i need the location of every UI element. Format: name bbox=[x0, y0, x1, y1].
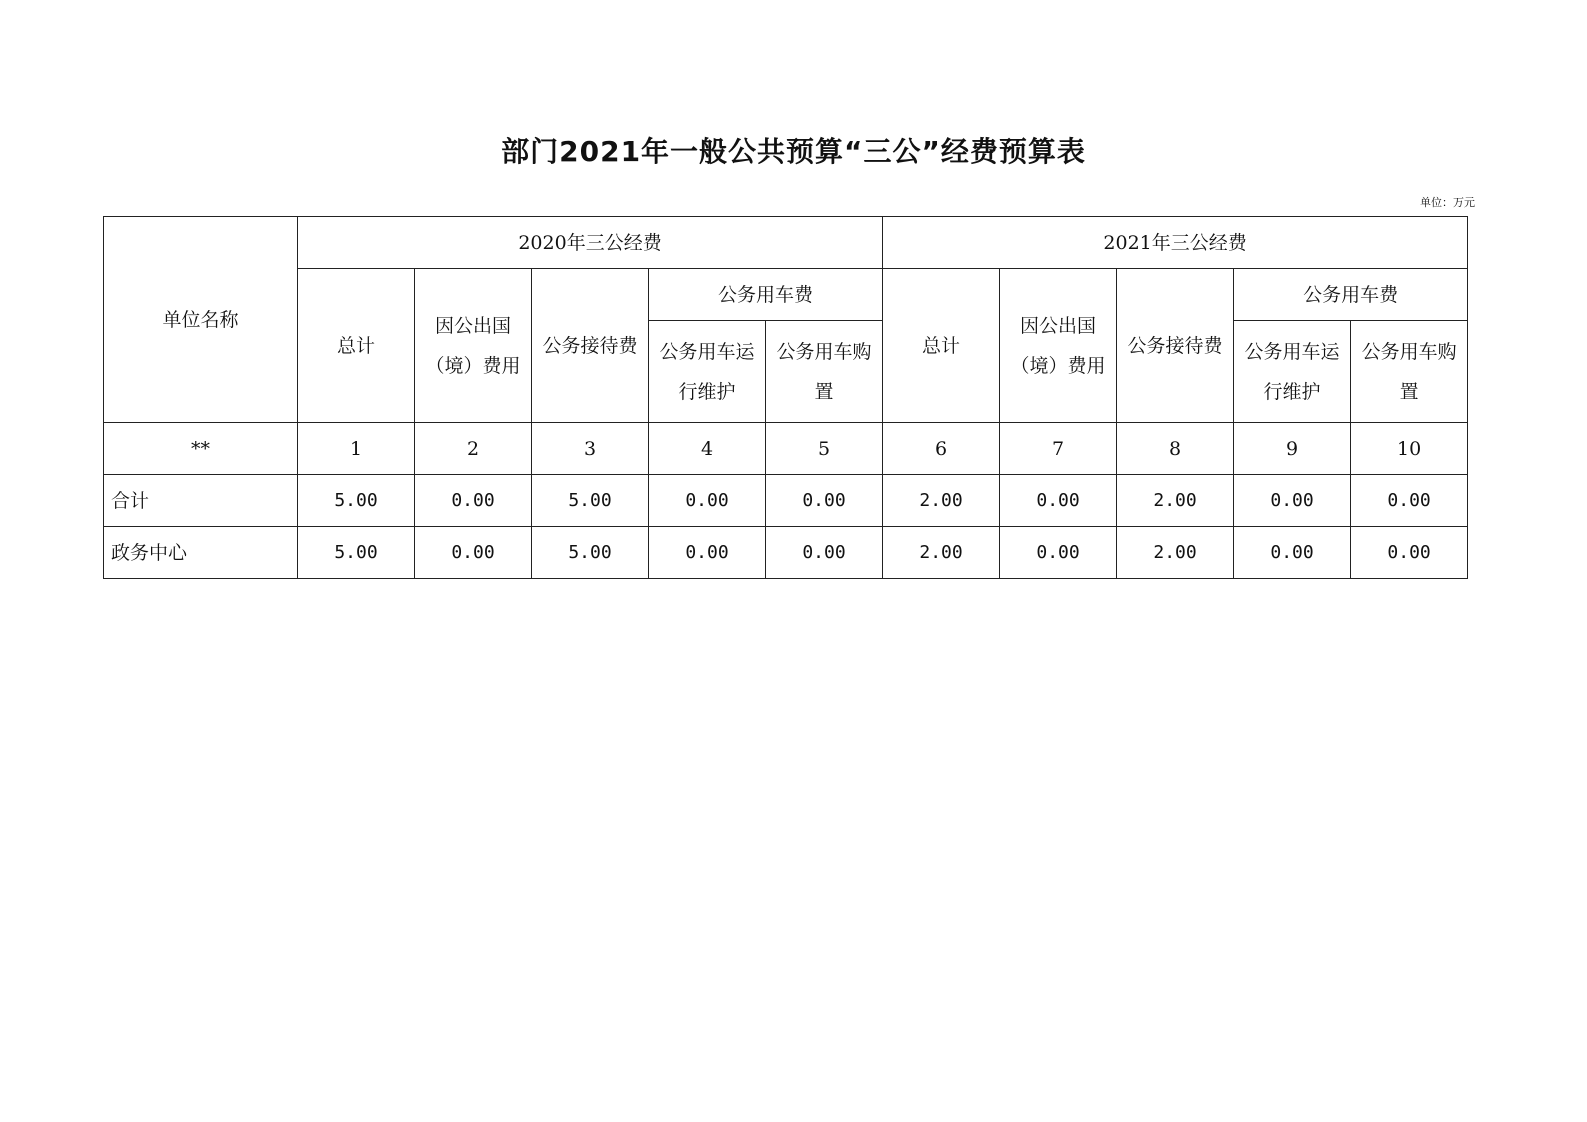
col-vehicle-buy-2020: 公务用车购置 bbox=[766, 321, 883, 423]
index-cell: 3 bbox=[532, 423, 649, 475]
col-abroad-2021: 因公出国（境）费用 bbox=[1000, 269, 1117, 423]
row-unit-name: 政务中心 bbox=[104, 527, 298, 579]
col-vehicle-buy-2021: 公务用车购置 bbox=[1351, 321, 1468, 423]
index-cell: 1 bbox=[298, 423, 415, 475]
value-cell: 0.00 bbox=[1234, 475, 1351, 527]
index-cell: 6 bbox=[883, 423, 1000, 475]
value-cell: 0.00 bbox=[1234, 527, 1351, 579]
value-cell: 5.00 bbox=[298, 475, 415, 527]
value-cell: 0.00 bbox=[766, 475, 883, 527]
budget-table bbox=[103, 216, 1468, 579]
group-header-2021: 2021年三公经费 bbox=[883, 217, 1468, 269]
value-cell: 0.00 bbox=[649, 475, 766, 527]
col-reception-2020: 公务接待费 bbox=[532, 269, 649, 423]
index-cell: 4 bbox=[649, 423, 766, 475]
col-vehicle-2021: 公务用车费 bbox=[1234, 269, 1468, 321]
value-cell: 0.00 bbox=[1351, 527, 1468, 579]
group-header-2020: 2020年三公经费 bbox=[298, 217, 883, 269]
col-vehicle-ops-2020: 公务用车运行维护 bbox=[649, 321, 766, 423]
index-cell: 8 bbox=[1117, 423, 1234, 475]
index-cell: 7 bbox=[1000, 423, 1117, 475]
value-cell: 0.00 bbox=[1000, 527, 1117, 579]
value-cell: 0.00 bbox=[415, 475, 532, 527]
index-cell: ** bbox=[104, 423, 298, 475]
value-cell: 5.00 bbox=[298, 527, 415, 579]
value-cell: 2.00 bbox=[883, 475, 1000, 527]
value-cell: 0.00 bbox=[649, 527, 766, 579]
value-cell: 0.00 bbox=[1351, 475, 1468, 527]
index-row bbox=[104, 423, 1468, 475]
value-cell: 0.00 bbox=[1000, 475, 1117, 527]
index-cell: 9 bbox=[1234, 423, 1351, 475]
value-cell: 2.00 bbox=[1117, 475, 1234, 527]
value-cell: 0.00 bbox=[766, 527, 883, 579]
value-cell: 5.00 bbox=[532, 527, 649, 579]
header-row-columns bbox=[104, 269, 1468, 321]
value-cell: 2.00 bbox=[883, 527, 1000, 579]
unit-name-header: 单位名称 bbox=[104, 217, 298, 423]
table-row bbox=[104, 475, 1468, 527]
col-total-2021: 总计 bbox=[883, 269, 1000, 423]
col-vehicle-ops-2021: 公务用车运行维护 bbox=[1234, 321, 1351, 423]
header-row-groups bbox=[104, 217, 1468, 269]
col-total-2020: 总计 bbox=[298, 269, 415, 423]
value-cell: 2.00 bbox=[1117, 527, 1234, 579]
value-cell: 0.00 bbox=[415, 527, 532, 579]
col-abroad-2020: 因公出国（境）费用 bbox=[415, 269, 532, 423]
index-cell: 10 bbox=[1351, 423, 1468, 475]
unit-label: 单位：万元 bbox=[1420, 196, 1475, 209]
index-cell: 5 bbox=[766, 423, 883, 475]
page-title: 部门2021年一般公共预算“三公”经费预算表 bbox=[501, 135, 1086, 168]
col-reception-2021: 公务接待费 bbox=[1117, 269, 1234, 423]
row-unit-name: 合计 bbox=[104, 475, 298, 527]
index-cell: 2 bbox=[415, 423, 532, 475]
value-cell: 5.00 bbox=[532, 475, 649, 527]
col-vehicle-2020: 公务用车费 bbox=[649, 269, 883, 321]
table-row bbox=[104, 527, 1468, 579]
